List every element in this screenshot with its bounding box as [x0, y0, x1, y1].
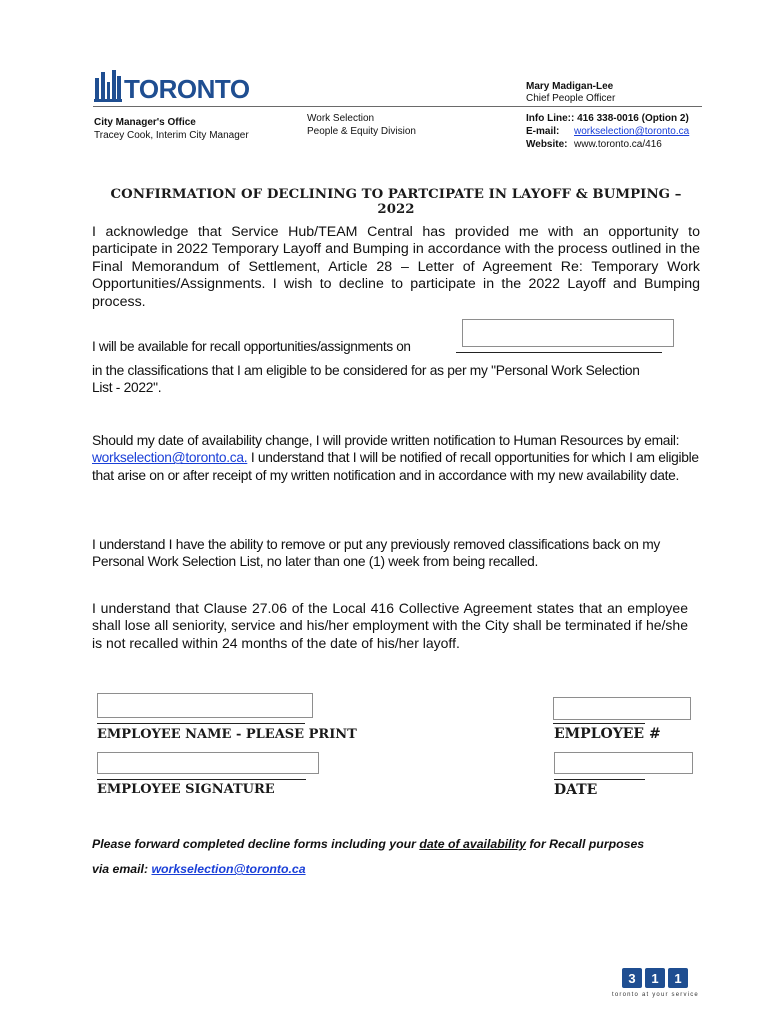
email-label: E-mail: — [526, 126, 560, 137]
employee-signature-field[interactable] — [97, 752, 319, 774]
footer-text-b: for Recall purposes — [525, 837, 645, 851]
employee-number-label: EMPLOYEE # — [554, 726, 661, 742]
body-email-link[interactable]: workselection@toronto.ca. — [92, 450, 248, 466]
header-email-link[interactable]: workselection@toronto.ca — [574, 126, 690, 137]
website-value: www.toronto.ca/416 — [574, 139, 662, 150]
footer-email-link[interactable]: workselection@toronto.ca — [151, 862, 306, 876]
employee-signature-underline — [97, 779, 306, 780]
footer-line-1 — [92, 832, 712, 857]
badge-digit: 3 — [622, 968, 642, 988]
employee-name-underline — [97, 723, 305, 724]
badge-digit: 1 — [668, 968, 688, 988]
footer-instructions — [92, 832, 712, 882]
website-label: Website: — [526, 139, 568, 150]
city-hall-icon — [94, 68, 122, 102]
availability-date-field[interactable] — [462, 319, 674, 347]
contact-block — [526, 112, 689, 151]
employee-number-field[interactable] — [553, 697, 691, 720]
availability-date-underline — [456, 352, 662, 353]
footer-date-emphasis: date of availability — [419, 837, 526, 851]
badge-311 — [612, 968, 699, 998]
header-divider — [93, 106, 702, 107]
info-line-label: Info Line: — [526, 113, 571, 124]
email-line — [526, 125, 689, 138]
footer-via-text: via email: — [92, 862, 152, 876]
employee-name-label: EMPLOYEE NAME - PLEASE PRINT — [97, 727, 357, 742]
badge-tagline: toronto at your service — [612, 992, 699, 998]
info-line — [526, 112, 689, 125]
availability-change-text-b: I understand that I will be notified of recall opportunities for which I am eligible that arise on or after receipt of my written notification and in accordance with my new availability date. — [92, 450, 699, 483]
officer-name: Mary Madigan-Lee — [526, 81, 614, 92]
info-line-value: : 416 338-0016 (Option 2) — [571, 113, 689, 124]
availability-change-paragraph — [92, 432, 704, 484]
logo-wordmark: TORONTO — [124, 74, 250, 104]
website-line — [526, 138, 689, 151]
officer-block — [526, 81, 615, 105]
badge-digit: 1 — [645, 968, 665, 988]
employee-name-field[interactable] — [97, 693, 313, 718]
officer-title: Chief People Officer — [526, 93, 616, 104]
badge-digits — [622, 968, 699, 988]
acknowledgement-paragraph: I acknowledge that Service Hub/TEAM Central has provided me with an opportunity to participate in 2022 Temporary Layoff and Bumping in accordance with the process outlined in the Final Memorandum of Settlement, Article 28 – Letter of Agreement Re: Temporary Work Opportunities/Assignments. I wish to decline to participate in the 2022 Layoff and Bumping process. — [92, 224, 700, 310]
employee-signature-label: EMPLOYEE SIGNATURE — [97, 782, 275, 797]
footer-text-a: Please forward completed decline forms including your — [92, 837, 420, 851]
date-underline — [554, 779, 645, 780]
office-manager: Tracey Cook, Interim City Manager — [94, 130, 249, 141]
availability-text: I will be available for recall opportunities/assignments on — [92, 339, 411, 354]
division-block — [307, 112, 416, 138]
availability-change-text-a: Should my date of availability change, I will provide written notification to Human Resources by email: — [92, 433, 680, 448]
employee-number-underline — [553, 723, 645, 724]
date-label: DATE — [554, 782, 598, 798]
classification-text: in the classifications that I am eligible to be considered for as per my "Personal Work Selection List - 2022". — [92, 363, 640, 396]
division-line-2: People & Equity Division — [307, 126, 416, 137]
toronto-logo — [94, 66, 250, 102]
classification-removal-paragraph: I understand I have the ability to remove or put any previously removed classifications back on my Personal Work Selection List, no later than one (1) week from being recalled. — [92, 537, 660, 570]
division-line-1: Work Selection — [307, 113, 375, 124]
office-name: City Manager's Office — [94, 117, 196, 128]
date-field[interactable] — [554, 752, 693, 774]
footer-line-2 — [92, 857, 712, 882]
office-block — [94, 116, 249, 142]
clause-paragraph: I understand that Clause 27.06 of the Local 416 Collective Agreement states that an employee shall lose all seniority, service and his/her employment with the City shall be terminated if he/she is not recalled within 24 months of the date of his/her layoff. — [92, 600, 688, 651]
document-title: CONFIRMATION OF DECLINING TO PARTCIPATE IN LAYOFF & BUMPING – 2022 — [110, 187, 682, 217]
